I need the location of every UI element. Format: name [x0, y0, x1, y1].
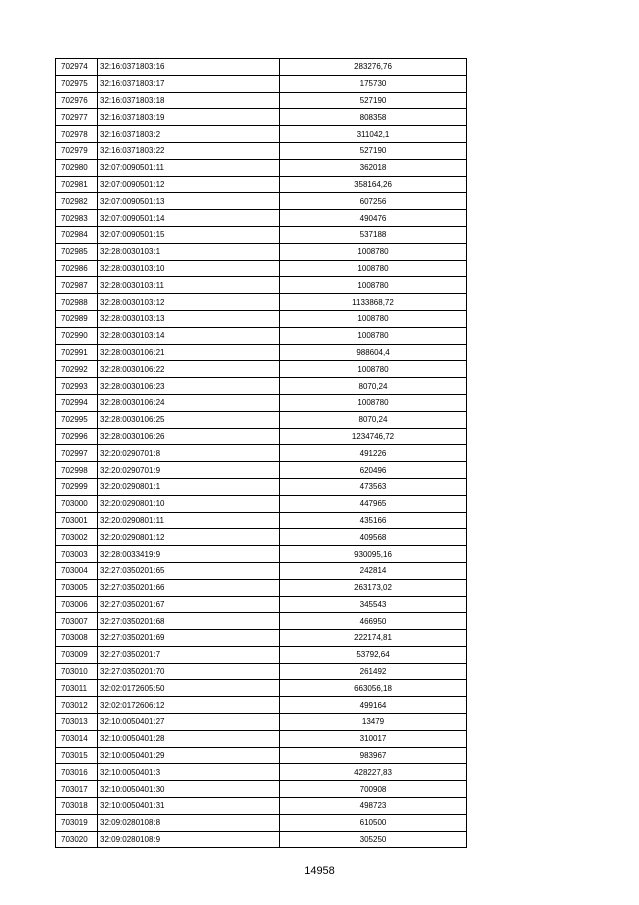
- value-cell: 13479: [280, 714, 467, 731]
- value-cell: 1234746,72: [280, 428, 467, 445]
- table-row: [56, 126, 467, 143]
- cadastral-number-cell: 32:27:0350201:70: [98, 663, 280, 680]
- cadastral-number-cell: 32:27:0350201:67: [98, 596, 280, 613]
- cadastral-number-cell: 32:16:0371803:16: [98, 59, 280, 76]
- cadastral-number-cell: 32:28:0033419:9: [98, 546, 280, 563]
- row-number-cell: 702999: [56, 478, 98, 495]
- table-row: [56, 344, 467, 361]
- table-row: [56, 495, 467, 512]
- value-cell: 358164,26: [280, 176, 467, 193]
- row-number-cell: 702984: [56, 226, 98, 243]
- cadastral-number-cell: 32:16:0371803:22: [98, 142, 280, 159]
- value-cell: 1008780: [280, 327, 467, 344]
- value-cell: 345543: [280, 596, 467, 613]
- row-number-cell: 702980: [56, 159, 98, 176]
- table-row: [56, 478, 467, 495]
- row-number-cell: 703009: [56, 646, 98, 663]
- cadastral-number-cell: 32:16:0371803:17: [98, 75, 280, 92]
- value-cell: 1133868,72: [280, 294, 467, 311]
- value-cell: 1008780: [280, 310, 467, 327]
- value-cell: 490476: [280, 210, 467, 227]
- row-number-cell: 703019: [56, 814, 98, 831]
- value-cell: 607256: [280, 193, 467, 210]
- row-number-cell: 702994: [56, 394, 98, 411]
- cadastral-number-cell: 32:07:0090501:15: [98, 226, 280, 243]
- cadastral-number-cell: 32:28:0030106:24: [98, 394, 280, 411]
- table-row: [56, 210, 467, 227]
- row-number-cell: 702998: [56, 462, 98, 479]
- table-row: [56, 226, 467, 243]
- row-number-cell: 702975: [56, 75, 98, 92]
- value-cell: 498723: [280, 798, 467, 815]
- table-row: [56, 831, 467, 848]
- table-row: [56, 529, 467, 546]
- row-number-cell: 703020: [56, 831, 98, 848]
- row-number-cell: 702992: [56, 361, 98, 378]
- row-number-cell: 702985: [56, 243, 98, 260]
- value-cell: 988604,4: [280, 344, 467, 361]
- cadastral-number-cell: 32:10:0050401:31: [98, 798, 280, 815]
- value-cell: 527190: [280, 142, 467, 159]
- row-number-cell: 702991: [56, 344, 98, 361]
- value-cell: 808358: [280, 109, 467, 126]
- table-row: [56, 243, 467, 260]
- cadastral-number-cell: 32:10:0050401:29: [98, 747, 280, 764]
- cadastral-number-cell: 32:20:0290801:1: [98, 478, 280, 495]
- value-cell: 311042,1: [280, 126, 467, 143]
- cadastral-number-cell: 32:20:0290801:10: [98, 495, 280, 512]
- table-row: [56, 814, 467, 831]
- row-number-cell: 702990: [56, 327, 98, 344]
- row-number-cell: 703018: [56, 798, 98, 815]
- value-cell: 491226: [280, 445, 467, 462]
- row-number-cell: 703016: [56, 764, 98, 781]
- value-cell: 1008780: [280, 394, 467, 411]
- value-cell: 362018: [280, 159, 467, 176]
- cadastral-number-cell: 32:16:0371803:18: [98, 92, 280, 109]
- cadastral-number-cell: 32:07:0090501:13: [98, 193, 280, 210]
- row-number-cell: 703007: [56, 613, 98, 630]
- cadastral-number-cell: 32:09:0280108:9: [98, 831, 280, 848]
- table-row: [56, 663, 467, 680]
- cadastral-number-cell: 32:27:0350201:7: [98, 646, 280, 663]
- table-row: [56, 596, 467, 613]
- cadastral-number-cell: 32:10:0050401:27: [98, 714, 280, 731]
- row-number-cell: 702981: [56, 176, 98, 193]
- row-number-cell: 702974: [56, 59, 98, 76]
- row-number-cell: 703015: [56, 747, 98, 764]
- cadastral-number-cell: 32:28:0030103:11: [98, 277, 280, 294]
- row-number-cell: 702982: [56, 193, 98, 210]
- row-number-cell: 703017: [56, 781, 98, 798]
- value-cell: 663056,18: [280, 680, 467, 697]
- table-row: [56, 277, 467, 294]
- value-cell: 242814: [280, 562, 467, 579]
- cadastral-number-cell: 32:28:0030103:12: [98, 294, 280, 311]
- table-row: [56, 159, 467, 176]
- table-row: [56, 646, 467, 663]
- table-row: [56, 781, 467, 798]
- cadastral-number-cell: 32:02:0172606:12: [98, 697, 280, 714]
- value-cell: 700908: [280, 781, 467, 798]
- value-cell: 1008780: [280, 260, 467, 277]
- cadastral-number-cell: 32:28:0030103:1: [98, 243, 280, 260]
- table-row: [56, 630, 467, 647]
- row-number-cell: 702986: [56, 260, 98, 277]
- row-number-cell: 703004: [56, 562, 98, 579]
- cadastral-number-cell: 32:27:0350201:69: [98, 630, 280, 647]
- value-cell: 447965: [280, 495, 467, 512]
- row-number-cell: 702993: [56, 378, 98, 395]
- table-row: [56, 92, 467, 109]
- cadastral-number-cell: 32:27:0350201:65: [98, 562, 280, 579]
- table-row: [56, 680, 467, 697]
- table-row: [56, 546, 467, 563]
- page-number: 14958: [304, 865, 335, 877]
- value-cell: 310017: [280, 730, 467, 747]
- cadastral-number-cell: 32:07:0090501:12: [98, 176, 280, 193]
- cadastral-number-cell: 32:27:0350201:66: [98, 579, 280, 596]
- value-cell: 537188: [280, 226, 467, 243]
- value-cell: 283276,76: [280, 59, 467, 76]
- cadastral-number-cell: 32:20:0290701:8: [98, 445, 280, 462]
- table-row: [56, 613, 467, 630]
- row-number-cell: 702997: [56, 445, 98, 462]
- row-number-cell: 703001: [56, 512, 98, 529]
- cadastral-number-cell: 32:20:0290701:9: [98, 462, 280, 479]
- table-row: [56, 798, 467, 815]
- table-row: [56, 176, 467, 193]
- value-cell: 222174,81: [280, 630, 467, 647]
- table-body: [56, 59, 467, 848]
- table-row: [56, 378, 467, 395]
- cadastral-number-cell: 32:28:0030103:14: [98, 327, 280, 344]
- row-number-cell: 702979: [56, 142, 98, 159]
- cadastral-number-cell: 32:28:0030103:13: [98, 310, 280, 327]
- row-number-cell: 703006: [56, 596, 98, 613]
- cadastral-number-cell: 32:27:0350201:68: [98, 613, 280, 630]
- value-cell: 409568: [280, 529, 467, 546]
- row-number-cell: 702983: [56, 210, 98, 227]
- value-cell: 1008780: [280, 277, 467, 294]
- table-row: [56, 714, 467, 731]
- table-row: [56, 730, 467, 747]
- value-cell: 263173,02: [280, 579, 467, 596]
- row-number-cell: 702989: [56, 310, 98, 327]
- table-row: [56, 697, 467, 714]
- cadastral-number-cell: 32:20:0290801:12: [98, 529, 280, 546]
- value-cell: 53792,64: [280, 646, 467, 663]
- value-cell: 305250: [280, 831, 467, 848]
- table-row: [56, 260, 467, 277]
- value-cell: 261492: [280, 663, 467, 680]
- row-number-cell: 703002: [56, 529, 98, 546]
- cadastral-number-cell: 32:07:0090501:14: [98, 210, 280, 227]
- cadastral-number-cell: 32:28:0030103:10: [98, 260, 280, 277]
- table-row: [56, 294, 467, 311]
- table-row: [56, 764, 467, 781]
- value-cell: 499164: [280, 697, 467, 714]
- cadastral-number-cell: 32:16:0371803:19: [98, 109, 280, 126]
- row-number-cell: 702988: [56, 294, 98, 311]
- row-number-cell: 703000: [56, 495, 98, 512]
- value-cell: 435166: [280, 512, 467, 529]
- table-row: [56, 579, 467, 596]
- row-number-cell: 703012: [56, 697, 98, 714]
- value-cell: 1008780: [280, 243, 467, 260]
- row-number-cell: 702987: [56, 277, 98, 294]
- cadastral-number-cell: 32:10:0050401:30: [98, 781, 280, 798]
- value-cell: 8070,24: [280, 411, 467, 428]
- table-row: [56, 361, 467, 378]
- row-number-cell: 702995: [56, 411, 98, 428]
- table-row: [56, 445, 467, 462]
- value-cell: 1008780: [280, 361, 467, 378]
- cadastral-number-cell: 32:20:0290801:11: [98, 512, 280, 529]
- table-row: [56, 75, 467, 92]
- row-number-cell: 703014: [56, 730, 98, 747]
- table-row: [56, 109, 467, 126]
- value-cell: 930095,16: [280, 546, 467, 563]
- row-number-cell: 702976: [56, 92, 98, 109]
- cadastral-number-cell: 32:28:0030106:25: [98, 411, 280, 428]
- row-number-cell: 702977: [56, 109, 98, 126]
- value-cell: 527190: [280, 92, 467, 109]
- row-number-cell: 703003: [56, 546, 98, 563]
- table-row: [56, 193, 467, 210]
- cadastral-number-cell: 32:28:0030106:23: [98, 378, 280, 395]
- value-cell: 428227,83: [280, 764, 467, 781]
- table-row: [56, 142, 467, 159]
- table-row: [56, 562, 467, 579]
- value-cell: 175730: [280, 75, 467, 92]
- cadastral-number-cell: 32:28:0030106:26: [98, 428, 280, 445]
- table-row: [56, 310, 467, 327]
- table-row: [56, 747, 467, 764]
- table-row: [56, 59, 467, 76]
- row-number-cell: 702978: [56, 126, 98, 143]
- table-row: [56, 512, 467, 529]
- cadastral-number-cell: 32:09:0280108:8: [98, 814, 280, 831]
- table-row: [56, 462, 467, 479]
- table-row: [56, 411, 467, 428]
- cadastral-number-cell: 32:07:0090501:11: [98, 159, 280, 176]
- row-number-cell: 703005: [56, 579, 98, 596]
- table-row: [56, 428, 467, 445]
- value-cell: 983967: [280, 747, 467, 764]
- value-cell: 473563: [280, 478, 467, 495]
- cadastral-number-cell: 32:28:0030106:21: [98, 344, 280, 361]
- value-cell: 466950: [280, 613, 467, 630]
- value-cell: 8070,24: [280, 378, 467, 395]
- value-cell: 610500: [280, 814, 467, 831]
- cadastral-number-cell: 32:02:0172605:50: [98, 680, 280, 697]
- cadastral-number-cell: 32:10:0050401:3: [98, 764, 280, 781]
- row-number-cell: 703011: [56, 680, 98, 697]
- row-number-cell: 702996: [56, 428, 98, 445]
- row-number-cell: 703008: [56, 630, 98, 647]
- cadastral-number-cell: 32:28:0030106:22: [98, 361, 280, 378]
- row-number-cell: 703010: [56, 663, 98, 680]
- table-row: [56, 394, 467, 411]
- data-table: [55, 58, 467, 848]
- cadastral-number-cell: 32:10:0050401:28: [98, 730, 280, 747]
- value-cell: 620496: [280, 462, 467, 479]
- cadastral-number-cell: 32:16:0371803:2: [98, 126, 280, 143]
- table-row: [56, 327, 467, 344]
- row-number-cell: 703013: [56, 714, 98, 731]
